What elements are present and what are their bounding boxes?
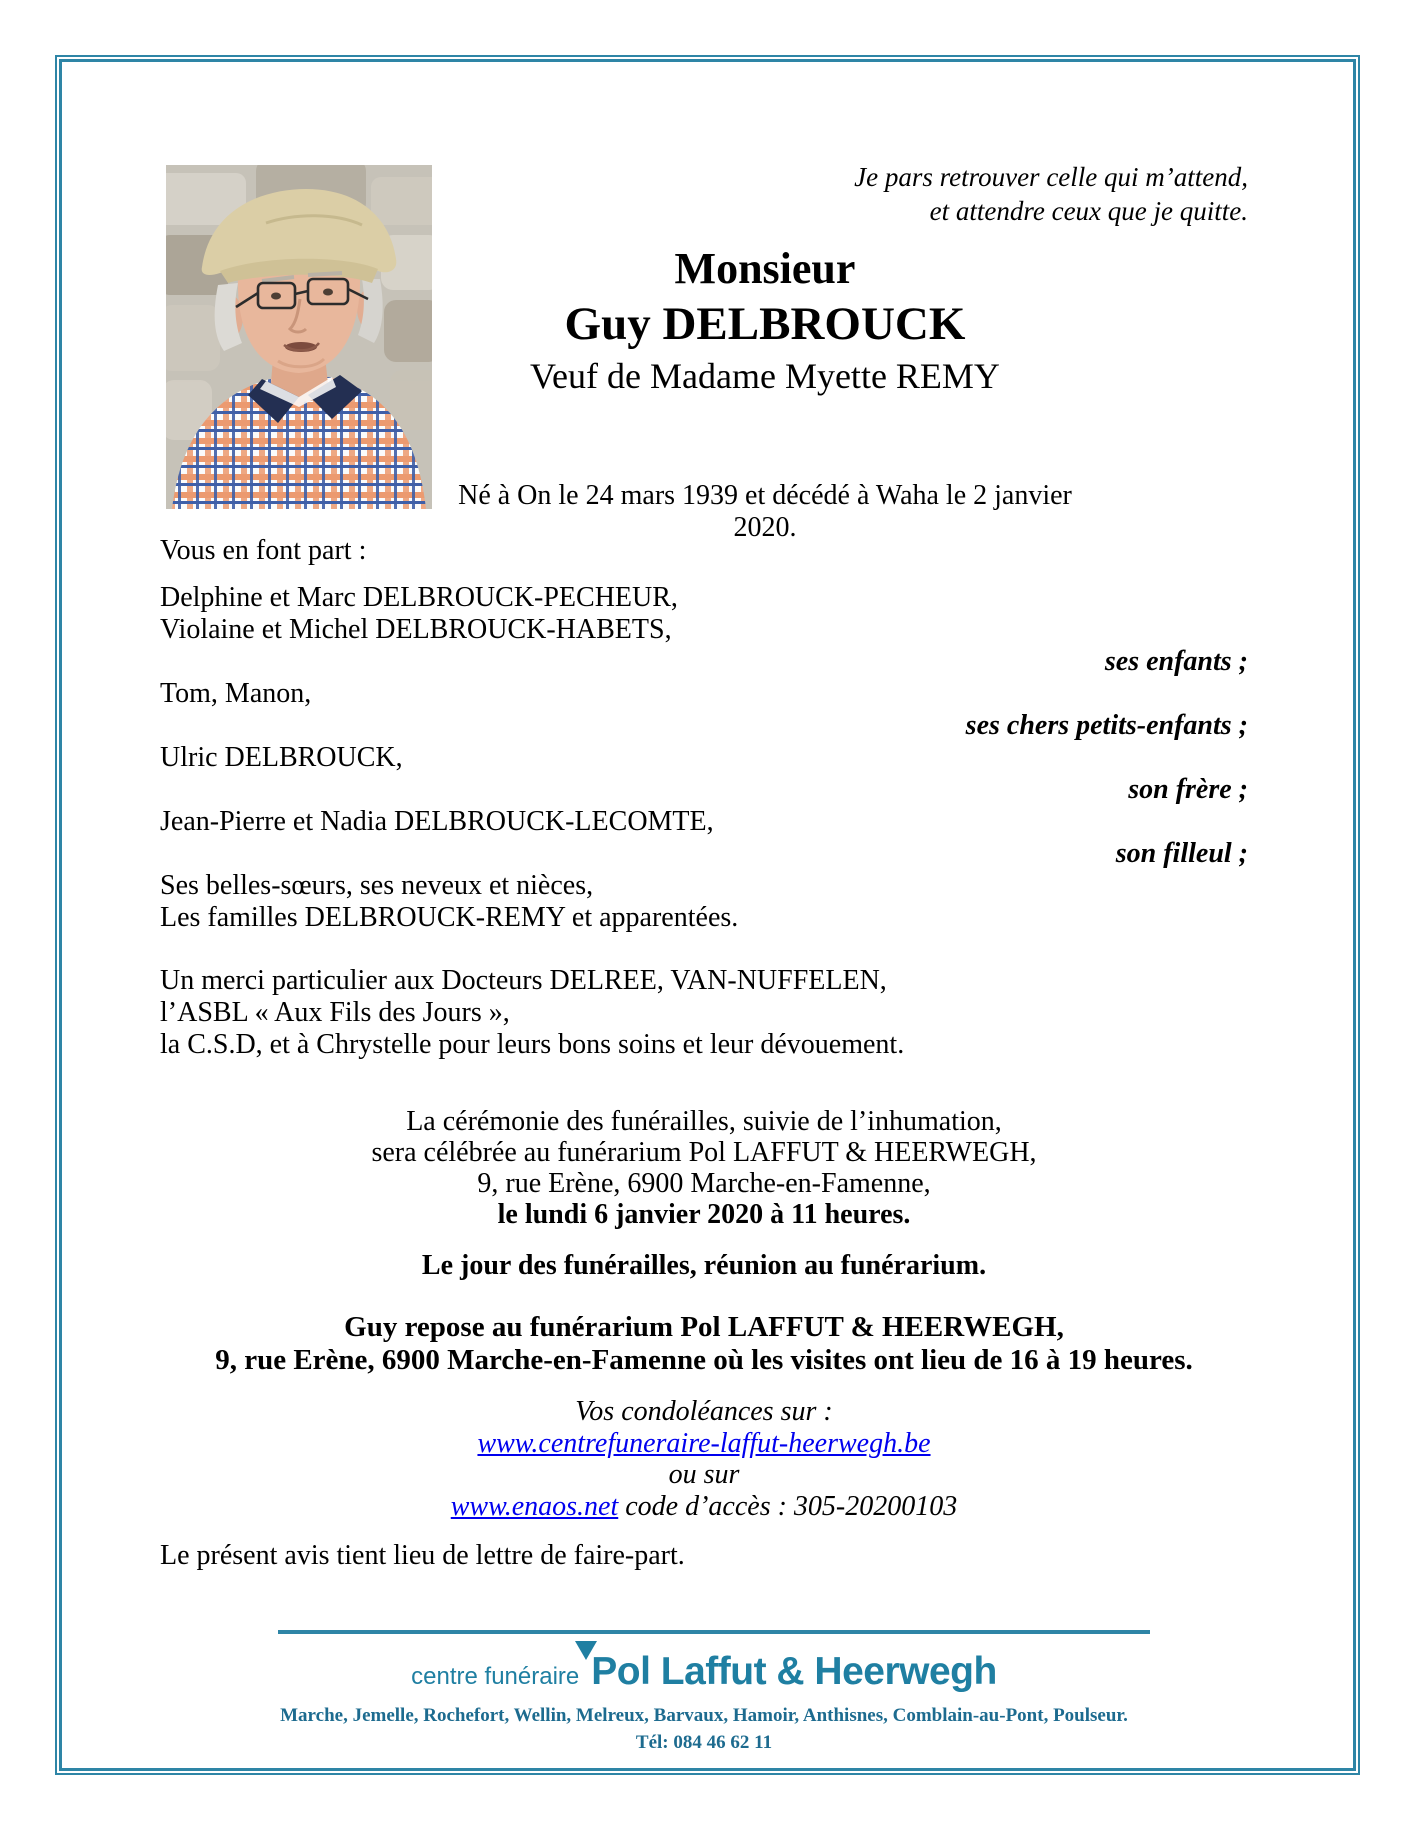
ceremony-meeting: Le jour des funérailles, réunion au funérarium. (421, 1250, 987, 1281)
quote-line-2: et attendre ceux que je quitte. (929, 196, 1248, 226)
ceremony-line: 9, rue Erène, 6900 Marche-en-Famenne, (477, 1168, 931, 1199)
condolences-or-text: ou sur (668, 1459, 740, 1490)
condolences-link-centrefuneraire[interactable]: www.centrefuneraire-laffut-heerwegh.be (477, 1427, 931, 1459)
family-name-line: Violaine et Michel DELBROUCK-HABETS, (160, 614, 672, 645)
condolences-section (160, 1396, 1248, 1522)
footer-phone: Tél: 084 46 62 11 (635, 1732, 773, 1753)
repose-section (160, 1311, 1248, 1377)
family-name-line: Delphine et Marc DELBROUCK-PECHEUR, (160, 582, 678, 613)
notice-line: Le présent avis tient lieu de lettre de faire-part. (160, 1540, 685, 1571)
thanks-line: Un merci particulier aux Docteurs DELREE, VAN-NUFFELEN, (160, 965, 887, 996)
relation-label: ses enfants ; (1104, 646, 1248, 677)
access-code: code d’accès : 305-20200103 (618, 1490, 958, 1522)
brand-logo (160, 1650, 1248, 1694)
widower-line: Veuf de Madame Myette REMY (530, 356, 1000, 396)
thanks-line: la C.S.D, et à Chrystelle pour leurs bons soins et leur dévouement. (160, 1029, 905, 1060)
footer-locations: Marche, Jemelle, Rochefort, Wellin, Melreux, Barvaux, Hamoir, Anthisnes, Comblain-au-Pont, Poulseur. (280, 1705, 1128, 1726)
brand-name-text: Pol Laffut & Heerwegh (591, 1650, 997, 1693)
title-block (430, 243, 1100, 399)
thanks-line: l’ASBL « Aux Fils des Jours », (160, 997, 510, 1028)
relation-label: son filleul ; (1115, 838, 1248, 869)
footer-divider (278, 1630, 1150, 1634)
family-name-line: Ulric DELBROUCK, (160, 742, 403, 773)
quote-line-1: Je pars retrouver celle qui m’attend, (854, 162, 1248, 192)
thanks-paragraph (160, 965, 1248, 1061)
ceremony-datetime: le lundi 6 janvier 2020 à 11 heures. (497, 1199, 911, 1230)
family-other-line: Les familles DELBROUCK-REMY et apparentées. (160, 902, 739, 933)
announcement-intro: Vous en font part : (160, 535, 367, 566)
repose-line: 9, rue Erène, 6900 Marche-en-Famenne où les visites ont lieu de 16 à 19 heures. (215, 1344, 1193, 1376)
ceremony-line: La cérémonie des funérailles, suivie de l’inhumation, (406, 1106, 1002, 1137)
memorial-quote (700, 160, 1248, 228)
family-name-line: Tom, Manon, (160, 678, 312, 709)
life-dates: Né à On le 24 mars 1939 et décédé à Waha le 2 janvier 2020. (458, 480, 1072, 543)
family-section (160, 535, 1248, 1061)
family-other-line: Ses belles-sœurs, ses neveux et nièces, (160, 870, 594, 901)
ceremony-line: sera célébrée au funérarium Pol LAFFUT & HEERWEGH, (371, 1137, 1037, 1168)
repose-line: Guy repose au funérarium Pol LAFFUT & HEERWEGH, (344, 1311, 1064, 1343)
title-civility: Monsieur (674, 244, 856, 293)
ceremony-section (160, 1106, 1248, 1281)
deceased-name: Guy DELBROUCK (564, 298, 966, 350)
relation-label: ses chers petits-enfants ; (965, 710, 1248, 741)
brand-small-text: centre funéraire (411, 1663, 580, 1690)
family-name-line: Jean-Pierre et Nadia DELBROUCK-LECOMTE, (160, 806, 714, 837)
condolences-intro: Vos condoléances sur : (575, 1396, 833, 1427)
condolences-link-enaos[interactable]: www.enaos.net (450, 1490, 619, 1522)
portrait-photo (166, 165, 432, 509)
relation-label: son frère ; (1128, 774, 1248, 805)
